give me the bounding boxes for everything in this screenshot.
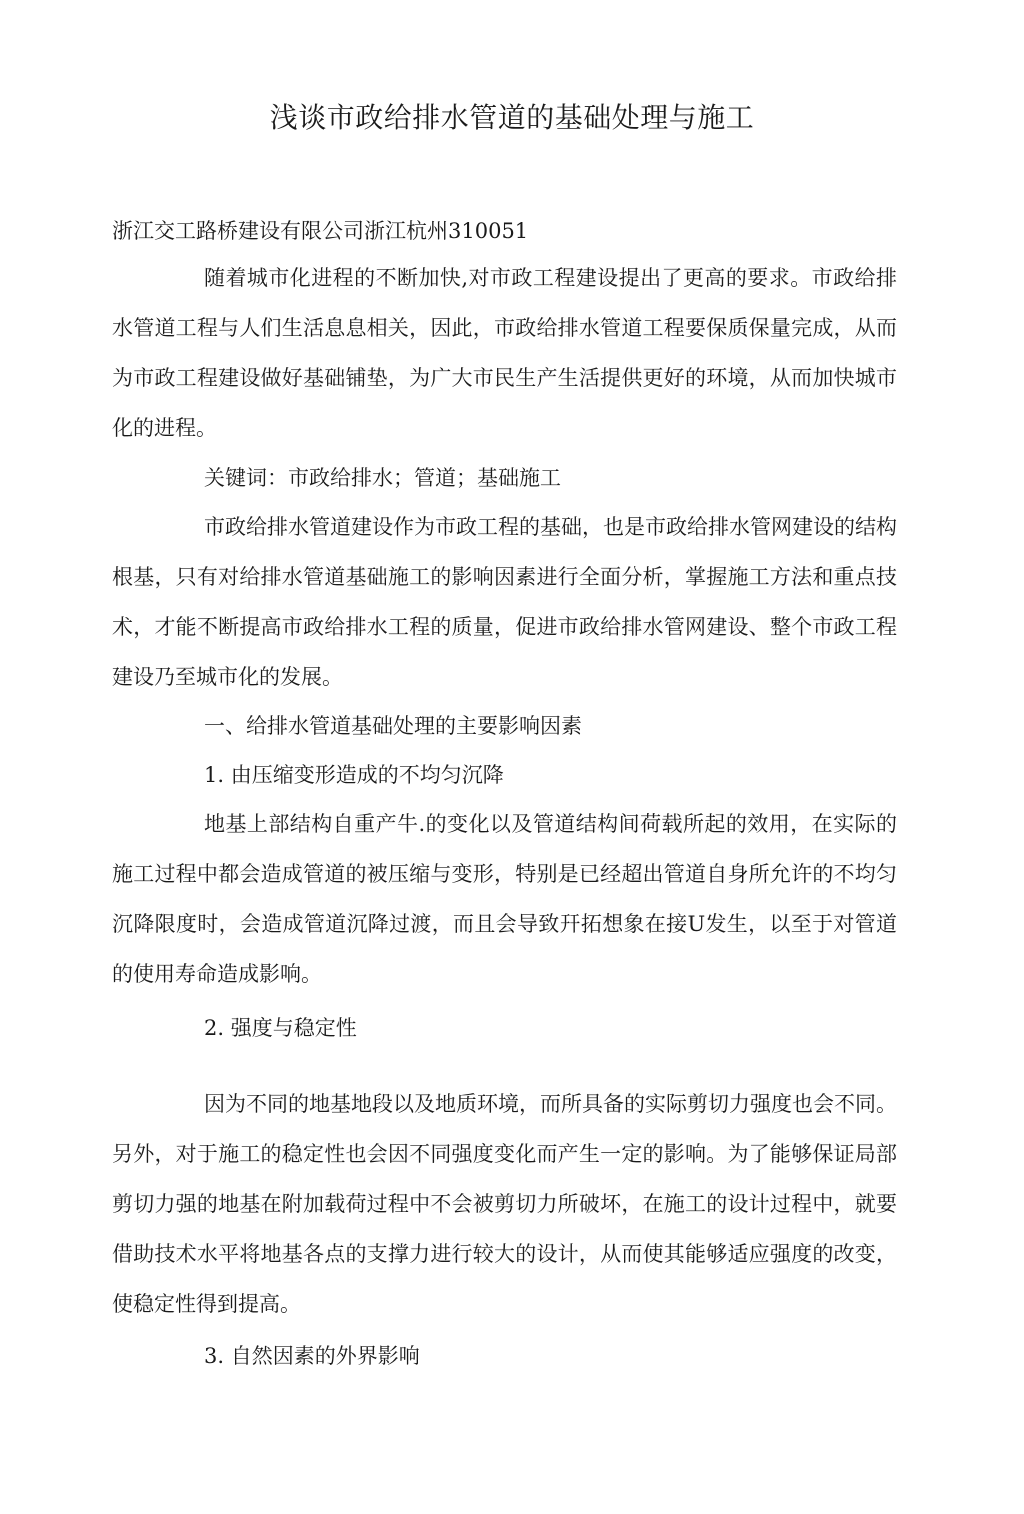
document-title: 浅谈市政给排水管道的基础处理与施工 — [269, 101, 755, 134]
abstract-paragraph: 随着城市化进程的不断加快,对市政工程建设提出了更高的要求。市政给排水管道工程与人们生活息息相关，因此，市政给排水管道工程要保质保量完成，从而为市政工程建设做好基础铺垫，为广大市民生产生活提供更好的环境，从而加快城市化的进程。 — [112, 266, 897, 440]
author-affiliation: 浙江交工路桥建设有限公司浙江杭州310051 — [112, 219, 529, 243]
subsection-heading-2: 2. 强度与稳定性 — [204, 1016, 357, 1040]
subsection-heading-3: 3. 自然因素的外界影响 — [204, 1344, 420, 1368]
subsection-2-paragraph: 因为不同的地基地段以及地质环境，而所具备的实际剪切力强度也会不同。另外，对于施工的稳定性也会因不同强度变化而产生一定的影响。为了能够保证局部剪切力强的地基在附加载荷过程中不会被剪切力所破坏，在施工的设计过程中，就要借助技术水平将地基各点的支撑力进行较大的设计，从而使其能够适应强度的改变，使稳定性得到提高。 — [112, 1092, 897, 1316]
intro-paragraph: 市政给排水管道建设作为市政工程的基础，也是市政给排水管网建设的结构根基，只有对给排水管道基础施工的影响因素进行全面分析，掌握施工方法和重点技术，才能不断提高市政给排水工程的质量，促进市政给排水管网建设、整个市政工程建设乃至城市化的发展。 — [112, 515, 897, 689]
section-heading-1: 一、给排水管道基础处理的主要影响因素 — [204, 714, 582, 738]
subsection-heading-1: 1. 由压缩变形造成的不均匀沉降 — [204, 763, 504, 787]
keywords-line: 关键词：市政给排水；管道；基础施工 — [204, 466, 561, 490]
subsection-1-paragraph: 地基上部结构自重产牛.的变化以及管道结构间荷载所起的效用，在实际的施工过程中都会造成管道的被压缩与变形，特别是已经超出管道自身所允许的不均匀沉降限度时，会造成管道沉降过渡，而且会导致幵拓想象在接U发生，以至于对管道的使用寿命造成影响。 — [112, 812, 897, 986]
